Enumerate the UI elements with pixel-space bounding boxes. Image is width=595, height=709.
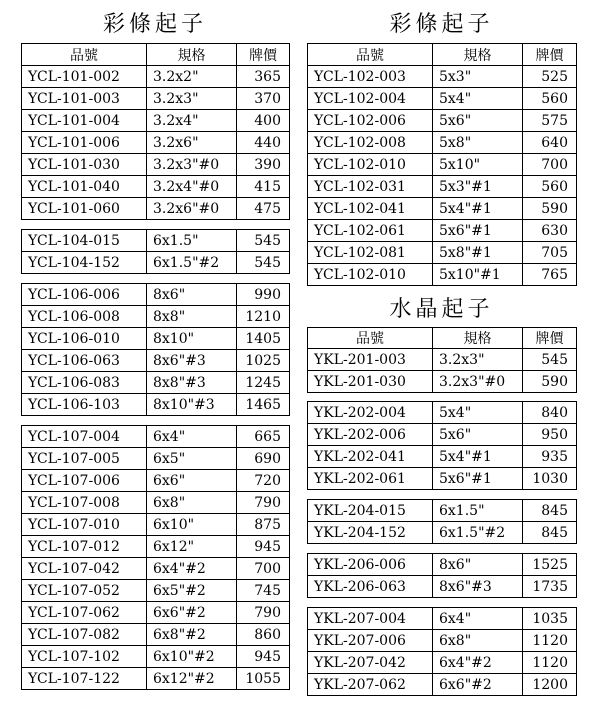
table-row [308,242,577,264]
spec-cell: 5x4" [433,88,523,110]
spec-cell: 6x12" [147,536,237,558]
price-cell: 390 [237,154,290,176]
table-row [22,448,290,470]
table-row [308,132,577,154]
table-row [22,646,290,668]
price-table-group [307,607,577,696]
product-code-cell: YCL-104-015 [22,230,147,252]
table-row [22,602,290,624]
spec-cell: 5x3" [433,66,523,88]
price-cell: 1120 [523,652,577,674]
price-cell: 705 [523,242,577,264]
table-row [308,198,577,220]
column-header-spec: 規格 [433,328,523,349]
table-row [308,176,577,198]
spec-cell: 8x6" [433,554,523,576]
price-table-group [307,553,577,598]
product-code-cell: YCL-107-008 [22,492,147,514]
table-row [308,424,577,446]
table-header-row [22,44,290,66]
table-row [22,328,290,350]
table-row [22,66,290,88]
product-code-cell: YCL-106-063 [22,350,147,372]
price-cell: 590 [523,371,577,393]
price-cell: 690 [237,448,290,470]
spec-cell: 5x3"#1 [433,176,523,198]
product-code-cell: YCL-101-002 [22,66,147,88]
product-code-cell: YKL-206-006 [308,554,433,576]
table-row [22,580,290,602]
table-row [308,554,577,576]
spec-cell: 6x5"#2 [147,580,237,602]
section-title: 彩條起子 [389,12,494,37]
table-row [22,198,290,220]
table-row [308,88,577,110]
product-code-cell: YKL-202-004 [308,402,433,424]
table-row [308,630,577,652]
product-code-cell: YCL-101-003 [22,88,147,110]
product-code-cell: YKL-201-003 [308,349,433,371]
table-row [22,394,290,416]
price-table-group [307,401,577,490]
price-cell: 640 [523,132,577,154]
price-cell: 545 [237,252,290,274]
table-row [22,284,290,306]
table-row [308,468,577,490]
spec-cell: 6x6"#2 [433,674,523,696]
price-cell: 720 [237,470,290,492]
table-row [308,154,577,176]
spec-cell: 6x8" [147,492,237,514]
table-row [22,306,290,328]
table-row [22,624,290,646]
price-cell: 950 [523,424,577,446]
spec-cell: 6x4"#2 [433,652,523,674]
price-cell: 575 [523,110,577,132]
price-cell: 525 [523,66,577,88]
product-code-cell: YCL-107-062 [22,602,147,624]
product-code-cell: YCL-107-005 [22,448,147,470]
table-row [308,652,577,674]
spec-cell: 5x4"#1 [433,446,523,468]
spec-cell: 8x8" [147,306,237,328]
price-cell: 945 [237,646,290,668]
spec-cell: 5x6"#1 [433,468,523,490]
price-cell: 935 [523,446,577,468]
product-code-cell: YCL-107-122 [22,668,147,690]
price-cell: 560 [523,176,577,198]
product-code-cell: YCL-106-103 [22,394,147,416]
table-row [22,536,290,558]
price-cell: 1200 [523,674,577,696]
column-header-price: 牌價 [523,44,577,66]
price-cell: 845 [523,522,577,544]
price-cell: 1210 [237,306,290,328]
product-code-cell: YCL-106-008 [22,306,147,328]
spec-cell: 6x10" [147,514,237,536]
product-code-cell: YCL-106-010 [22,328,147,350]
spec-cell: 5x8" [433,132,523,154]
spec-cell: 6x5" [147,448,237,470]
table-row [308,264,577,286]
spec-cell: 5x6" [433,110,523,132]
product-code-cell: YKL-201-030 [308,371,433,393]
table-row [308,220,577,242]
product-code-cell: YCL-102-010 [308,264,433,286]
product-code-cell: YCL-102-008 [308,132,433,154]
table-row [22,132,290,154]
table-row [22,176,290,198]
spec-cell: 3.2x3"#0 [147,154,237,176]
spec-cell: 6x1.5" [433,500,523,522]
column-header-spec: 規格 [147,44,237,66]
price-cell: 370 [237,88,290,110]
table-row [22,110,290,132]
price-cell: 1035 [523,608,577,630]
table-row [308,500,577,522]
product-code-cell: YCL-107-010 [22,514,147,536]
price-cell: 415 [237,176,290,198]
price-cell: 790 [237,492,290,514]
spec-cell: 3.2x3" [433,349,523,371]
product-code-cell: YCL-101-006 [22,132,147,154]
spec-cell: 3.2x4" [147,110,237,132]
table-row [308,674,577,696]
section-title: 彩條起子 [102,12,207,37]
table-row [22,470,290,492]
column-header-price: 牌價 [237,44,290,66]
spec-cell: 5x6" [433,424,523,446]
price-cell: 765 [523,264,577,286]
product-code-cell: YKL-206-063 [308,576,433,598]
price-table-group [21,229,290,274]
price-cell: 945 [237,536,290,558]
price-table-group [307,43,577,286]
price-cell: 545 [237,230,290,252]
table-row [22,88,290,110]
table-row [308,66,577,88]
product-code-cell: YCL-102-003 [308,66,433,88]
table-row [22,350,290,372]
product-code-cell: YCL-102-031 [308,176,433,198]
table-row [22,668,290,690]
spec-cell: 6x1.5"#2 [147,252,237,274]
product-code-cell: YCL-107-006 [22,470,147,492]
price-cell: 1245 [237,372,290,394]
table-row [308,349,577,371]
spec-cell: 5x10" [433,154,523,176]
spec-cell: 6x1.5" [147,230,237,252]
price-cell: 475 [237,198,290,220]
product-code-cell: YCL-102-006 [308,110,433,132]
spec-cell: 8x6"#3 [433,576,523,598]
spec-cell: 8x6" [147,284,237,306]
spec-cell: 5x4" [433,402,523,424]
price-cell: 590 [523,198,577,220]
product-code-cell: YCL-104-152 [22,252,147,274]
product-code-cell: YCL-101-060 [22,198,147,220]
spec-cell: 8x6"#3 [147,350,237,372]
price-cell: 700 [237,558,290,580]
product-code-cell: YCL-102-081 [308,242,433,264]
product-code-cell: YCL-102-004 [308,88,433,110]
price-cell: 700 [523,154,577,176]
product-code-cell: YKL-204-152 [308,522,433,544]
product-code-cell: YCL-107-082 [22,624,147,646]
product-code-cell: YCL-102-061 [308,220,433,242]
product-code-cell: YCL-101-040 [22,176,147,198]
price-cell: 1030 [523,468,577,490]
product-code-cell: YCL-107-004 [22,426,147,448]
price-cell: 1735 [523,576,577,598]
price-table-group [21,43,290,220]
price-cell: 400 [237,110,290,132]
price-cell: 665 [237,426,290,448]
product-code-cell: YCL-107-042 [22,558,147,580]
table-row [22,372,290,394]
table-row [308,576,577,598]
column-header-code: 品號 [308,44,433,66]
spec-cell: 3.2x4"#0 [147,176,237,198]
column-header-price: 牌價 [523,328,577,349]
column-header-code: 品號 [22,44,147,66]
product-code-cell: YKL-202-061 [308,468,433,490]
spec-cell: 5x10"#1 [433,264,523,286]
price-table-group [307,499,577,544]
spec-cell: 8x10" [147,328,237,350]
product-code-cell: YCL-107-052 [22,580,147,602]
spec-cell: 3.2x6"#0 [147,198,237,220]
column-header-code: 品號 [308,328,433,349]
product-code-cell: YKL-207-062 [308,674,433,696]
price-cell: 790 [237,602,290,624]
spec-cell: 6x1.5"#2 [433,522,523,544]
table-row [308,110,577,132]
spec-cell: 8x10"#3 [147,394,237,416]
table-row [308,446,577,468]
price-cell: 560 [523,88,577,110]
price-cell: 545 [523,349,577,371]
product-code-cell: YCL-106-006 [22,284,147,306]
spec-cell: 6x10"#2 [147,646,237,668]
price-cell: 630 [523,220,577,242]
table-header-row [308,44,577,66]
spec-cell: 3.2x3" [147,88,237,110]
price-table-group [307,327,577,393]
spec-cell: 6x12"#2 [147,668,237,690]
product-code-cell: YKL-207-042 [308,652,433,674]
price-cell: 875 [237,514,290,536]
product-code-cell: YKL-204-015 [308,500,433,522]
table-row [308,608,577,630]
price-cell: 1055 [237,668,290,690]
price-table-group [21,283,290,416]
spec-cell: 6x4" [433,608,523,630]
spec-cell: 6x6" [147,470,237,492]
table-row [22,558,290,580]
product-code-cell: YCL-107-012 [22,536,147,558]
column-header-spec: 規格 [433,44,523,66]
table-row [308,371,577,393]
product-code-cell: YKL-202-041 [308,446,433,468]
section-title: 水晶起子 [389,297,494,322]
price-cell: 440 [237,132,290,154]
product-code-cell: YCL-101-030 [22,154,147,176]
price-cell: 1525 [523,554,577,576]
spec-cell: 6x8"#2 [147,624,237,646]
price-cell: 860 [237,624,290,646]
price-cell: 745 [237,580,290,602]
table-row [22,514,290,536]
table-row [308,402,577,424]
product-code-cell: YKL-207-004 [308,608,433,630]
spec-cell: 8x8"#3 [147,372,237,394]
spec-cell: 5x6"#1 [433,220,523,242]
spec-cell: 3.2x3"#0 [433,371,523,393]
price-cell: 845 [523,500,577,522]
product-code-cell: YKL-202-006 [308,424,433,446]
table-row [22,154,290,176]
table-header-row [308,328,577,349]
spec-cell: 6x4"#2 [147,558,237,580]
product-code-cell: YCL-107-102 [22,646,147,668]
price-cell: 365 [237,66,290,88]
product-code-cell: YCL-106-083 [22,372,147,394]
spec-cell: 6x8" [433,630,523,652]
price-cell: 1120 [523,630,577,652]
table-row [22,492,290,514]
product-code-cell: YCL-102-041 [308,198,433,220]
spec-cell: 6x6"#2 [147,602,237,624]
product-code-cell: YCL-102-010 [308,154,433,176]
price-table-group [21,425,290,690]
table-row [22,252,290,274]
table-row [22,230,290,252]
price-cell: 1025 [237,350,290,372]
spec-cell: 5x4"#1 [433,198,523,220]
spec-cell: 5x8"#1 [433,242,523,264]
spec-cell: 3.2x2" [147,66,237,88]
table-row [22,426,290,448]
spec-cell: 3.2x6" [147,132,237,154]
price-cell: 1405 [237,328,290,350]
price-cell: 840 [523,402,577,424]
table-row [308,522,577,544]
price-cell: 990 [237,284,290,306]
product-code-cell: YCL-101-004 [22,110,147,132]
price-cell: 1465 [237,394,290,416]
spec-cell: 6x4" [147,426,237,448]
product-code-cell: YKL-207-006 [308,630,433,652]
